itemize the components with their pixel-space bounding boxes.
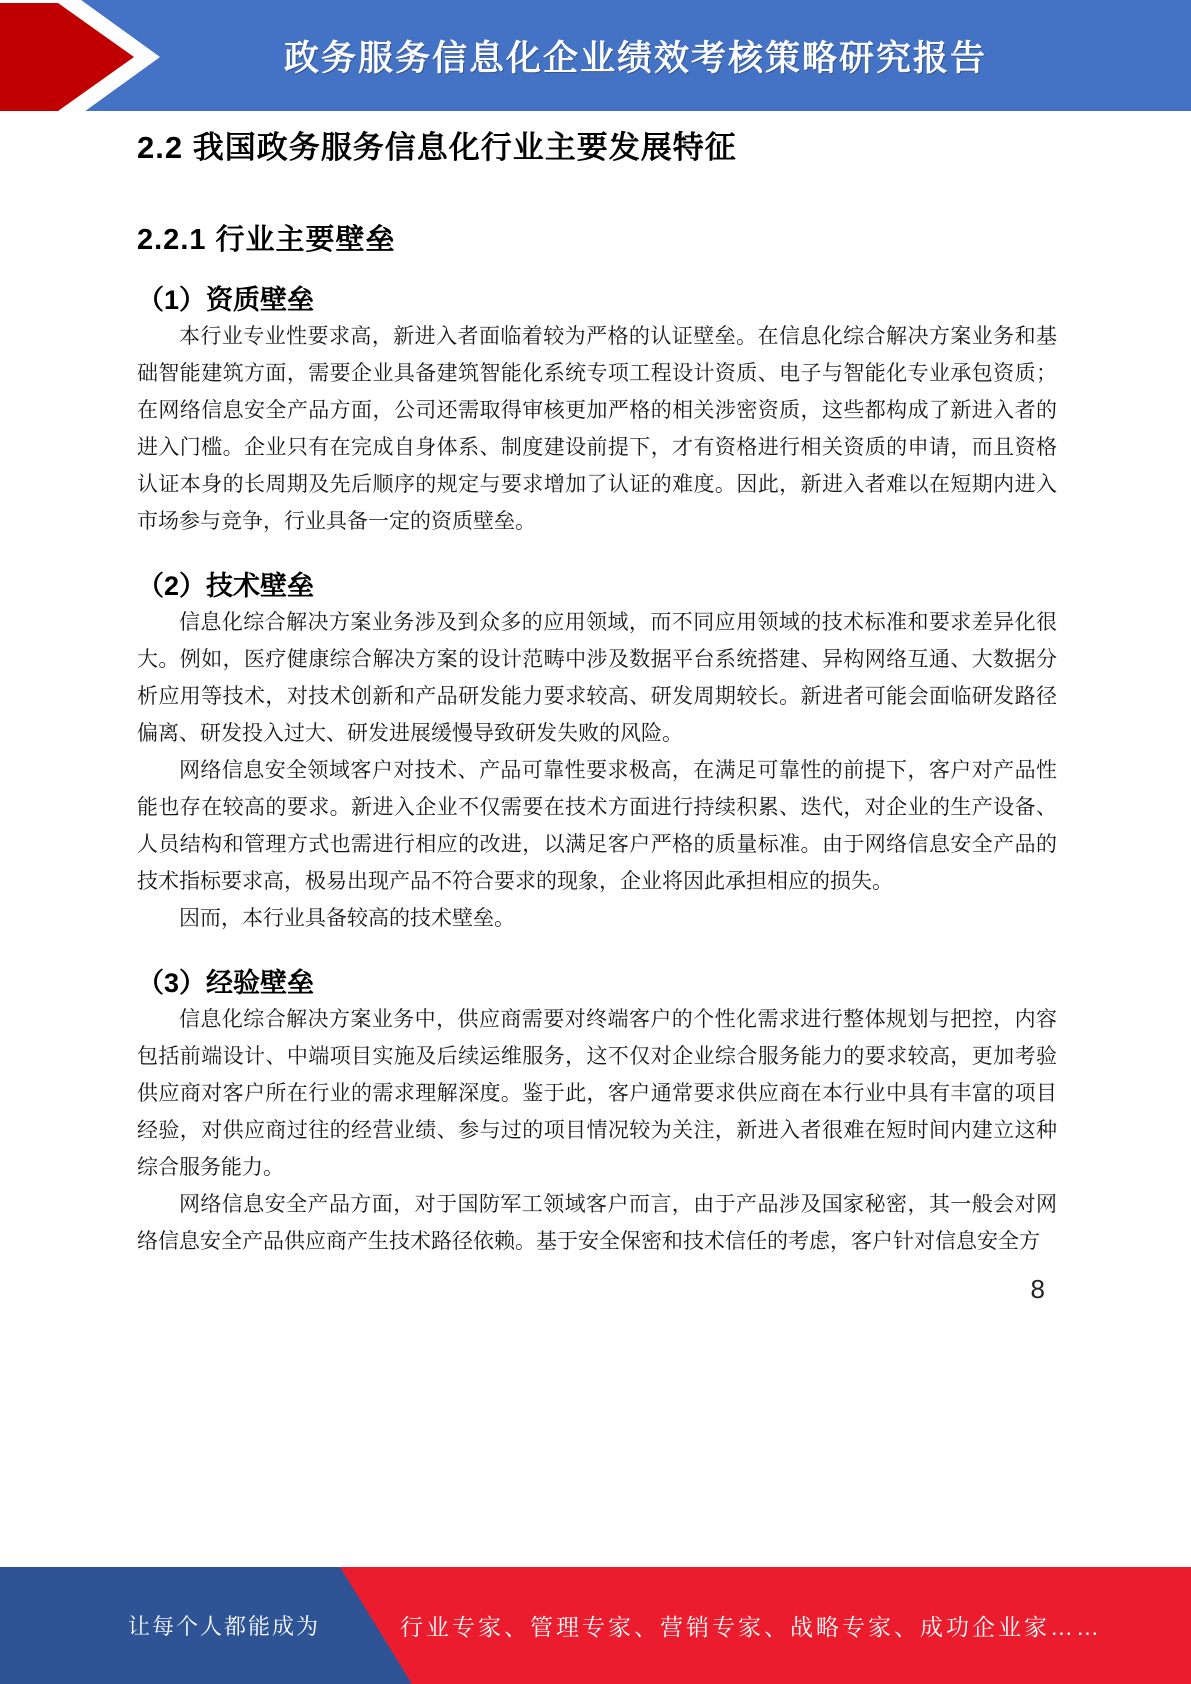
page-footer — [0, 1567, 1191, 1684]
subsection-heading: 2.2.1 行业主要壁垒 — [137, 224, 396, 256]
paragraph-6: 网络信息安全产品方面，对于国防军工领域客户而言，由于产品涉及国家秘密，其一般会对网络信息安全产品供应商产生技术路径依赖。基于安全保密和技术信任的考虑，客户针对信息安全方 — [137, 1192, 1057, 1253]
barrier-heading-3: （3）经验壁垒 — [137, 968, 315, 998]
paragraph-2: 信息化综合解决方案业务涉及到众多的应用领域，而不同应用领域的技术标准和要求差异化很大。例如，医疗健康综合解决方案的设计范畴中涉及数据平台系统搭建、异构网络互通、大数据分析应用等技术，对技术创新和产品研发能力要求较高、研发周期较长。新进者可能会面临研发路径偏离、研发投入过大、研发进展缓慢导致研发失败的风险。 — [137, 610, 1057, 745]
paragraph-3: 网络信息安全领域客户对技术、产品可靠性要求极高，在满足可靠性的前提下，客户对产品性能也存在较高的要求。新进入企业不仅需要在技术方面进行持续积累、迭代，对企业的生产设备、人员结构和管理方式也需进行相应的改进，以满足客户严格的质量标准。由于网络信息安全产品的技术指标要求高，极易出现产品不符合要求的现象，企业将因此承担相应的损失。 — [137, 758, 1057, 893]
footer-slogan-right: 行业专家、管理专家、营销专家、战略专家、成功企业家…… — [400, 1614, 1102, 1640]
barrier-heading-1: （1）资质壁垒 — [137, 285, 315, 315]
page-body — [137, 111, 1057, 1304]
barrier-heading-2: （2）技术壁垒 — [137, 571, 315, 601]
paragraph-5: 信息化综合解决方案业务中，供应商需要对终端客户的个性化需求进行整体规划与把控，内容包括前端设计、中端项目实施及后续运维服务，这不仅对企业综合服务能力的要求较高，更加考验供应商对客户所在行业的需求理解深度。鉴于此，客户通常要求供应商在本行业中具有丰富的项目经验，对供应商过往的经营业绩、参与过的项目情况较为关注，新进入者很难在短时间内建立这种综合服务能力。 — [137, 1007, 1057, 1179]
page-number: 8 — [1030, 1274, 1045, 1304]
paragraph-4: 因而，本行业具备较高的技术壁垒。 — [179, 906, 515, 930]
page-header-banner — [0, 0, 1191, 111]
paragraph-1: 本行业专业性要求高，新进入者面临着较为严格的认证壁垒。在信息化综合解决方案业务和基础智能建筑方面，需要企业具备建筑智能化系统专项工程设计资质、电子与智能化专业承包资质；在网络信息安全产品方面，公司还需取得审核更加严格的相关涉密资质，这些都构成了新进入者的进入门槛。企业只有在完成自身体系、制度建设前提下，才有资格进行相关资质的申请，而且资格认证本身的长周期及先后顺序的规定与要求增加了认证的难度。因此，新进入者难以在短期内进入市场参与竞争，行业具备一定的资质壁垒。 — [137, 324, 1057, 533]
footer-slogan-left: 让每个人都能成为 — [127, 1614, 320, 1639]
section-heading: 2.2 我国政务服务信息化行业主要发展特征 — [137, 130, 737, 165]
report-title: 政务服务信息化企业绩效考核策略研究报告 — [283, 38, 987, 78]
